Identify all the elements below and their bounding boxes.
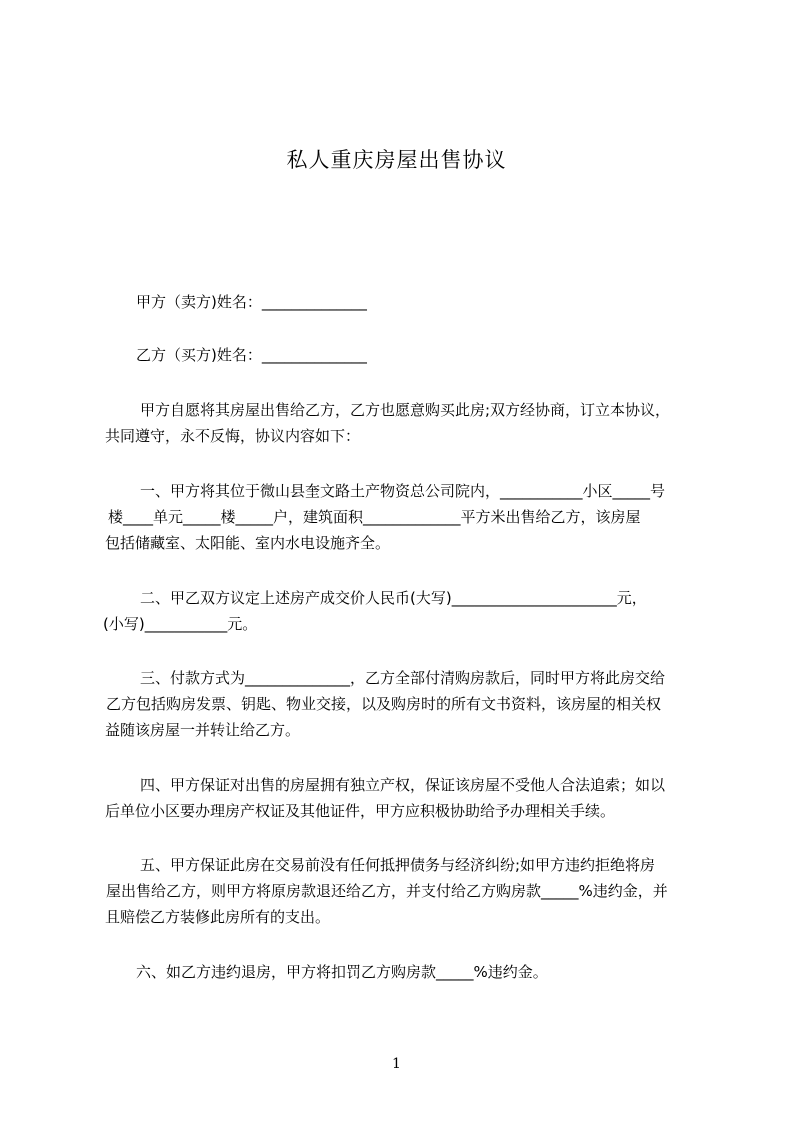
- clause-3-line-3: 益随该房屋一并转让给乙方。: [105, 721, 301, 739]
- document-title: 私人重庆房屋出售协议: [286, 148, 507, 172]
- clause-2-line-2: (小写)___________元。: [103, 615, 258, 633]
- intro-line-2: 共同遵守，永不反悔，协议内容如下：: [105, 427, 361, 445]
- page-number: 1: [392, 1056, 401, 1072]
- clause-4-line-2: 后单位小区要办理房产权证及其他证件，甲方应积极协助给予办理相关手续。: [105, 802, 616, 820]
- seller-name-line: 甲方（卖方)姓名：______________: [136, 293, 367, 311]
- clause-4-line-1: 四、甲方保证对出售的房屋拥有独立产权，保证该房屋不受他人合法追索；如以: [140, 776, 666, 794]
- clause-5-line-1: 五、甲方保证此房在交易前没有任何抵押债务与经济纠纷;如甲方违约拒绝将房: [140, 856, 656, 874]
- buyer-name-line: 乙方（买方)姓名：______________: [136, 346, 367, 364]
- clause-2-line-1: 二、甲乙双方议定上述房产成交价人民币(大写)______________________元，: [140, 589, 647, 607]
- clause-1-line-3: 包括储藏室、太阳能、室内水电设施齐全。: [105, 534, 391, 552]
- clause-3-line-1: 三、付款方式为______________，乙方全部付清购房款后，同时甲方将此房交给: [140, 669, 666, 687]
- clause-6-line-1: 六、如乙方违约退房，甲方将扣罚乙方购房款_____%违约金。: [136, 963, 548, 981]
- clause-3-line-2: 乙方包括购房发票、钥匙、物业交接，以及购房时的所有文书资料，该房屋的相关权: [106, 695, 662, 713]
- clause-1-line-2: 楼____单元_____楼_____户，建筑面积_____________平方米出售给乙方，该房屋: [108, 508, 641, 526]
- intro-line-1: 甲方自愿将其房屋出售给乙方，乙方也愿意购买此房;双方经协商，订立本协议，: [140, 401, 671, 419]
- clause-5-line-2: 屋出售给乙方，则甲方将原房款退还给乙方，并支付给乙方购房款_____%违约金，并: [106, 882, 668, 900]
- clause-1-line-1: 一、甲方将其位于微山县奎文路土产物资总公司院内，___________小区_____号: [140, 482, 666, 500]
- clause-5-line-3: 且赔偿乙方装修此房所有的支出。: [105, 908, 331, 926]
